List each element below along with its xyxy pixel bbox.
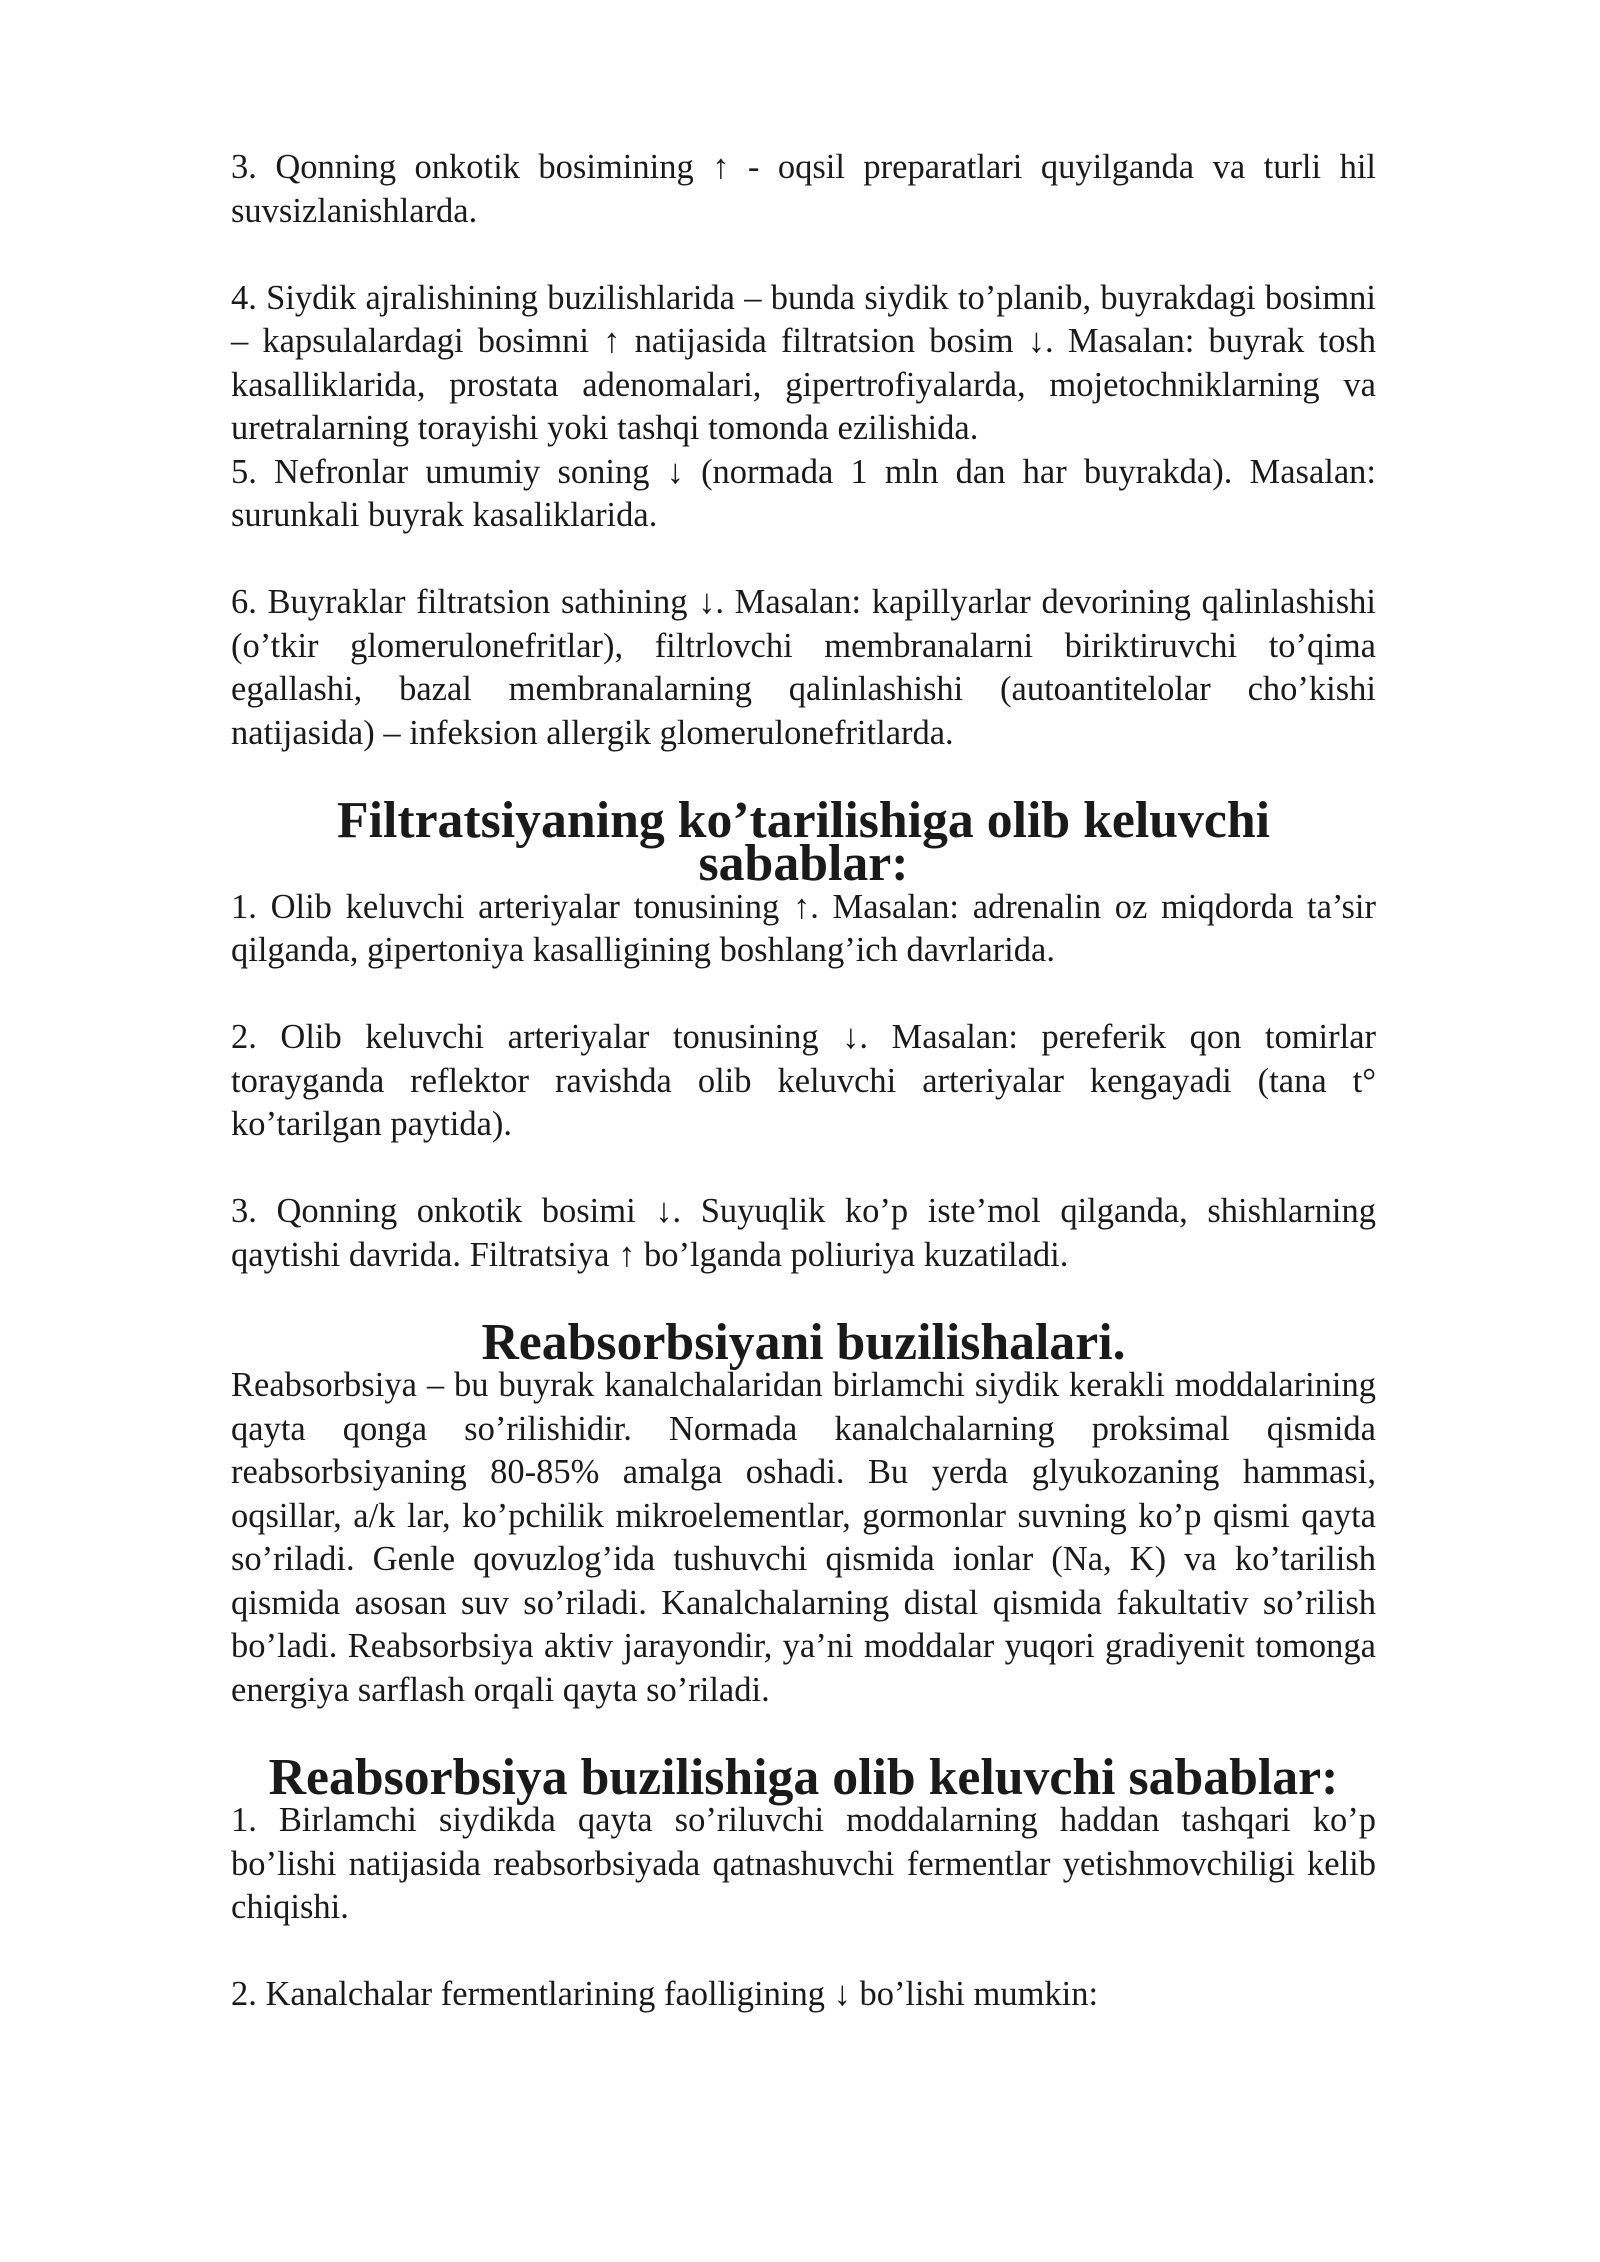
paragraph-afferent-tone-increase: 1. Olib keluvchi arteriyalar tonusining ↑. Masalan: adrenalin oz miqdorda ta’sir qilganda, gipertoniya kasalligining boshlang’ich davrlarida. xyxy=(231,887,1376,969)
paragraph-afferent-tone-decrease: 2. Olib keluvchi arteriyalar tonusining ↓. Masalan: pereferik qon tomirlar torayganda reflektor ravishda olib keluvchi arteriyalar kengayadi (tana t° ko’tarilgan paytida). xyxy=(231,1018,1376,1143)
heading-filtration-increase-causes: Filtratsiyaning ko’tarilishiga olib keluvchi sabablar: xyxy=(336,791,1271,892)
heading-reabsorption-disorder-causes: Reabsorbsiya buzilishiga olib keluvchi sabablar: xyxy=(268,1748,1339,1806)
document-page xyxy=(231,146,1376,2017)
heading-reabsorption-disorders: Reabsorbsiyani buzilishalari. xyxy=(481,1313,1126,1371)
paragraph-nephron-count-decrease: 5. Nefronlar umumiy soning ↓ (normada 1 mln dan har buyrakda). Masalan: surunkali buyrak kasaliklarida. xyxy=(231,452,1376,534)
paragraph-onkotik-pressure-increase: 3. Qonning onkotik bosimining ↑ - oqsil preparatlari quyilganda va turli hil suvsizlanishlarda. xyxy=(231,148,1376,230)
paragraph-excess-substances: 1. Birlamchi siydikda qayta so’riluvchi moddalarning haddan tashqari ko’p bo’lishi natijasida reabsorbsiyada qatnashuvchi fermentlar yetishmovchiligi kelib chiqishi. xyxy=(231,1801,1376,1926)
paragraph-oncotic-pressure-decrease: 3. Qonning onkotik bosimi ↓. Suyuqlik ko’p iste’mol qilganda, shishlarning qaytishi davrida. Filtratsiya ↑ bo’lganda poliuriya kuzatiladi. xyxy=(231,1192,1376,1274)
paragraph-urine-excretion-disorders: 4. Siydik ajralishining buzilishlarida – bunda siydik to’planib, buyrakdagi bosimni – kapsulalardagi bosimni ↑ natijasida filtratsion bosim ↓. Masalan: buyrak tosh kasalliklarida, prostata adenomalari, gipertrofiyalarda, mojetochniklarning va uretralarning torayishi yoki tashqi tomonda ezilishida. xyxy=(231,278,1376,447)
paragraph-filtration-surface-decrease: 6. Buyraklar filtratsion sathining ↓. Masalan: kapillyarlar devorining qalinlashishi (o’tkir glomerulonefritlar), filtrlovchi membranalarni biriktiruvchi to’qima egallashi, bazal membranalarning qalinlashishi (autoantitelolar cho’kishi natijasida) – infeksion allergik glomerulonefritlarda. xyxy=(231,583,1376,752)
paragraph-enzyme-activity-decrease: 2. Kanalchalar fermentlarining faolligining ↓ bo’lishi mumkin: xyxy=(231,1975,1099,2013)
paragraph-reabsorption-definition: Reabsorbsiya – bu buyrak kanalchalaridan birlamchi siydik kerakli moddalarining qayta qonga so’rilishidir. Normada kanalchalarning proksimal qismida reabsorbsiyaning 80-85% amalga oshadi. Bu yerda glyukozaning hammasi, oqsillar, a/k lar, ko’pchilik mikroelementlar, gormonlar suvning ko’p qismi qayta so’riladi. Genle qovuzlog’ida tushuvchi qismida ionlar (Na, K) va ko’tarilish qismida asosan suv so’riladi. Kanalchalarning distal qismida fakultativ so’rilish bo’ladi. Reabsorbsiya aktiv jarayondir, ya’ni moddalar yuqori gradiyenit tomonga energiya sarflash orqali qayta so’riladi. xyxy=(231,1366,1376,1709)
